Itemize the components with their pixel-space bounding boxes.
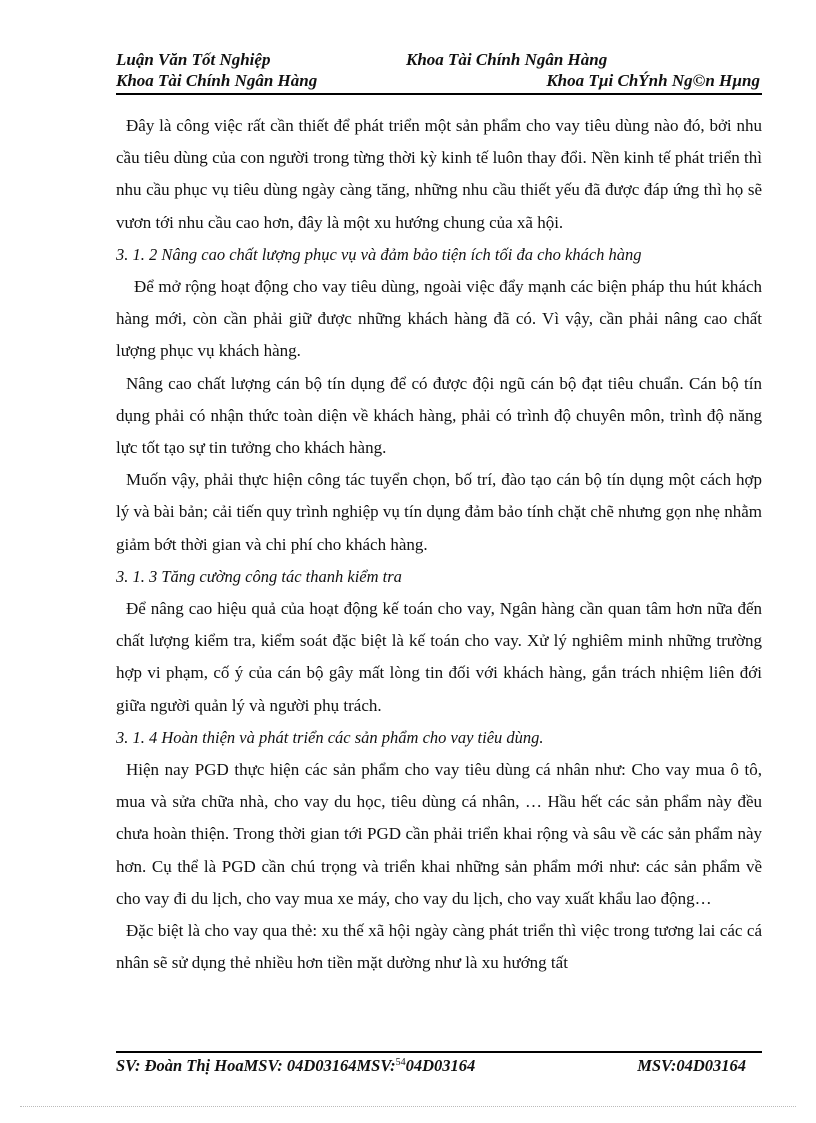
header-thesis-title: Luận Văn Tốt Nghiệp: [116, 50, 271, 69]
paragraph-intro: Đây là công việc rất cần thiết để phát triển một sản phẩm cho vay tiêu dùng nào đó, bởi nhu cầu tiêu dùng của con người trong từng thời kỳ kinh tế luôn thay đổi. Nền kinh tế phát triển thì nhu cầu phục vụ tiêu dùng ngày càng tăng, những nhu cầu thiết yếu đã được đáp ứng thì họ sẽ vươn tới nhu cầu cao hơn, đây là một xu hướng chung của xã hội.: [116, 116, 762, 232]
running-header-line-2: [116, 71, 762, 93]
page-edge-dots: [20, 1106, 796, 1107]
section-heading-3-1-2: 3. 1. 2 Nâng cao chất lượng phục vụ và đảm bảo tiện ích tối đa cho khách hàng: [116, 244, 642, 264]
header-rule: [116, 93, 762, 95]
paragraph: Để mở rộng hoạt động cho vay tiêu dùng, ngoài việc đẩy mạnh các biện pháp thu hút khách hàng mới, còn cần phải giữ được những khách hàng đã có. Vì vậy, cần phải nâng cao chất lượng phục vụ khách hàng.: [116, 277, 762, 361]
header-faculty-left: Khoa Tài Chính Ngân Hàng: [116, 71, 318, 90]
header-faculty-garbled: Khoa Tµi ChÝnh Ng©n Hµng: [546, 71, 760, 90]
body-text: [116, 110, 762, 979]
paragraph: Hiện nay PGD thực hiện các sản phẩm cho vay tiêu dùng cá nhân như: Cho vay mua ô tô, mua và sửa chữa nhà, cho vay du học, tiêu dùng cá nhân, … Hầu hết các sản phẩm này đều chưa hoàn thiện. Trong thời gian tới PGD cần phải triển khai rộng và sâu về các sản phẩm này hơn. Cụ thể là PGD cần chú trọng và triển khai những sản phẩm mới như: các sản phẩm về cho vay đi du lịch, cho vay mua xe máy, cho vay du lịch, cho vay xuất khẩu lao động…: [116, 760, 762, 908]
paragraph: Nâng cao chất lượng cán bộ tín dụng để có được đội ngũ cán bộ đạt tiêu chuẩn. Cán bộ tín dụng phải có nhận thức toàn diện về khách hàng, phải có trình độ chuyên môn, trình độ năng lực tốt tạo sự tin tưởng cho khách hàng.: [116, 373, 762, 458]
header-faculty: Khoa Tài Chính Ngân Hàng: [406, 50, 608, 69]
paragraph: Đặc biệt là cho vay qua thẻ: xu thế xã hội ngày càng phát triển thì việc trong tương lai các cá nhân sẽ sử dụng thẻ nhiều hơn tiền mặt dường như là xu hướng tất: [116, 921, 762, 973]
footer-rule: [116, 1051, 762, 1053]
page-number: 54: [395, 1057, 406, 1068]
section-heading-3-1-4: 3. 1. 4 Hoàn thiện và phát triển các sản phẩm cho vay tiêu dùng.: [116, 727, 544, 747]
paragraph: Muốn vậy, phải thực hiện công tác tuyển chọn, bố trí, đào tạo cán bộ tín dụng một cách hợp lý và bài bản; cải tiến quy trình nghiệp vụ tín dụng đảm bảo tính chặt chẽ nhưng gọn nhẹ nhằm giảm bớt thời gian và chi phí cho khách hàng.: [116, 470, 762, 554]
footer-student-name: SV: Đoàn Thị HoaMSV: 04D03164MSV:$^{54}$04D03164: [116, 1056, 476, 1075]
section-heading-3-1-3: 3. 1. 3 Tăng cường công tác thanh kiểm tra: [116, 566, 402, 586]
running-footer: [116, 1056, 762, 1078]
footer-student-id: MSV:04D03164: [637, 1056, 746, 1075]
running-header-line-1: [116, 50, 762, 72]
paragraph: Để nâng cao hiệu quả của hoạt động kế toán cho vay, Ngân hàng cần quan tâm hơn nữa đến chất lượng kiểm tra, kiểm soát đặc biệt là kế toán cho vay. Xử lý nghiêm minh những trường hợp vi phạm, cố ý của cán bộ gây mất lòng tin đối với khách hàng, gắn trách nhiệm liên đới giữa người quản lý và người phụ trách.: [116, 599, 762, 715]
